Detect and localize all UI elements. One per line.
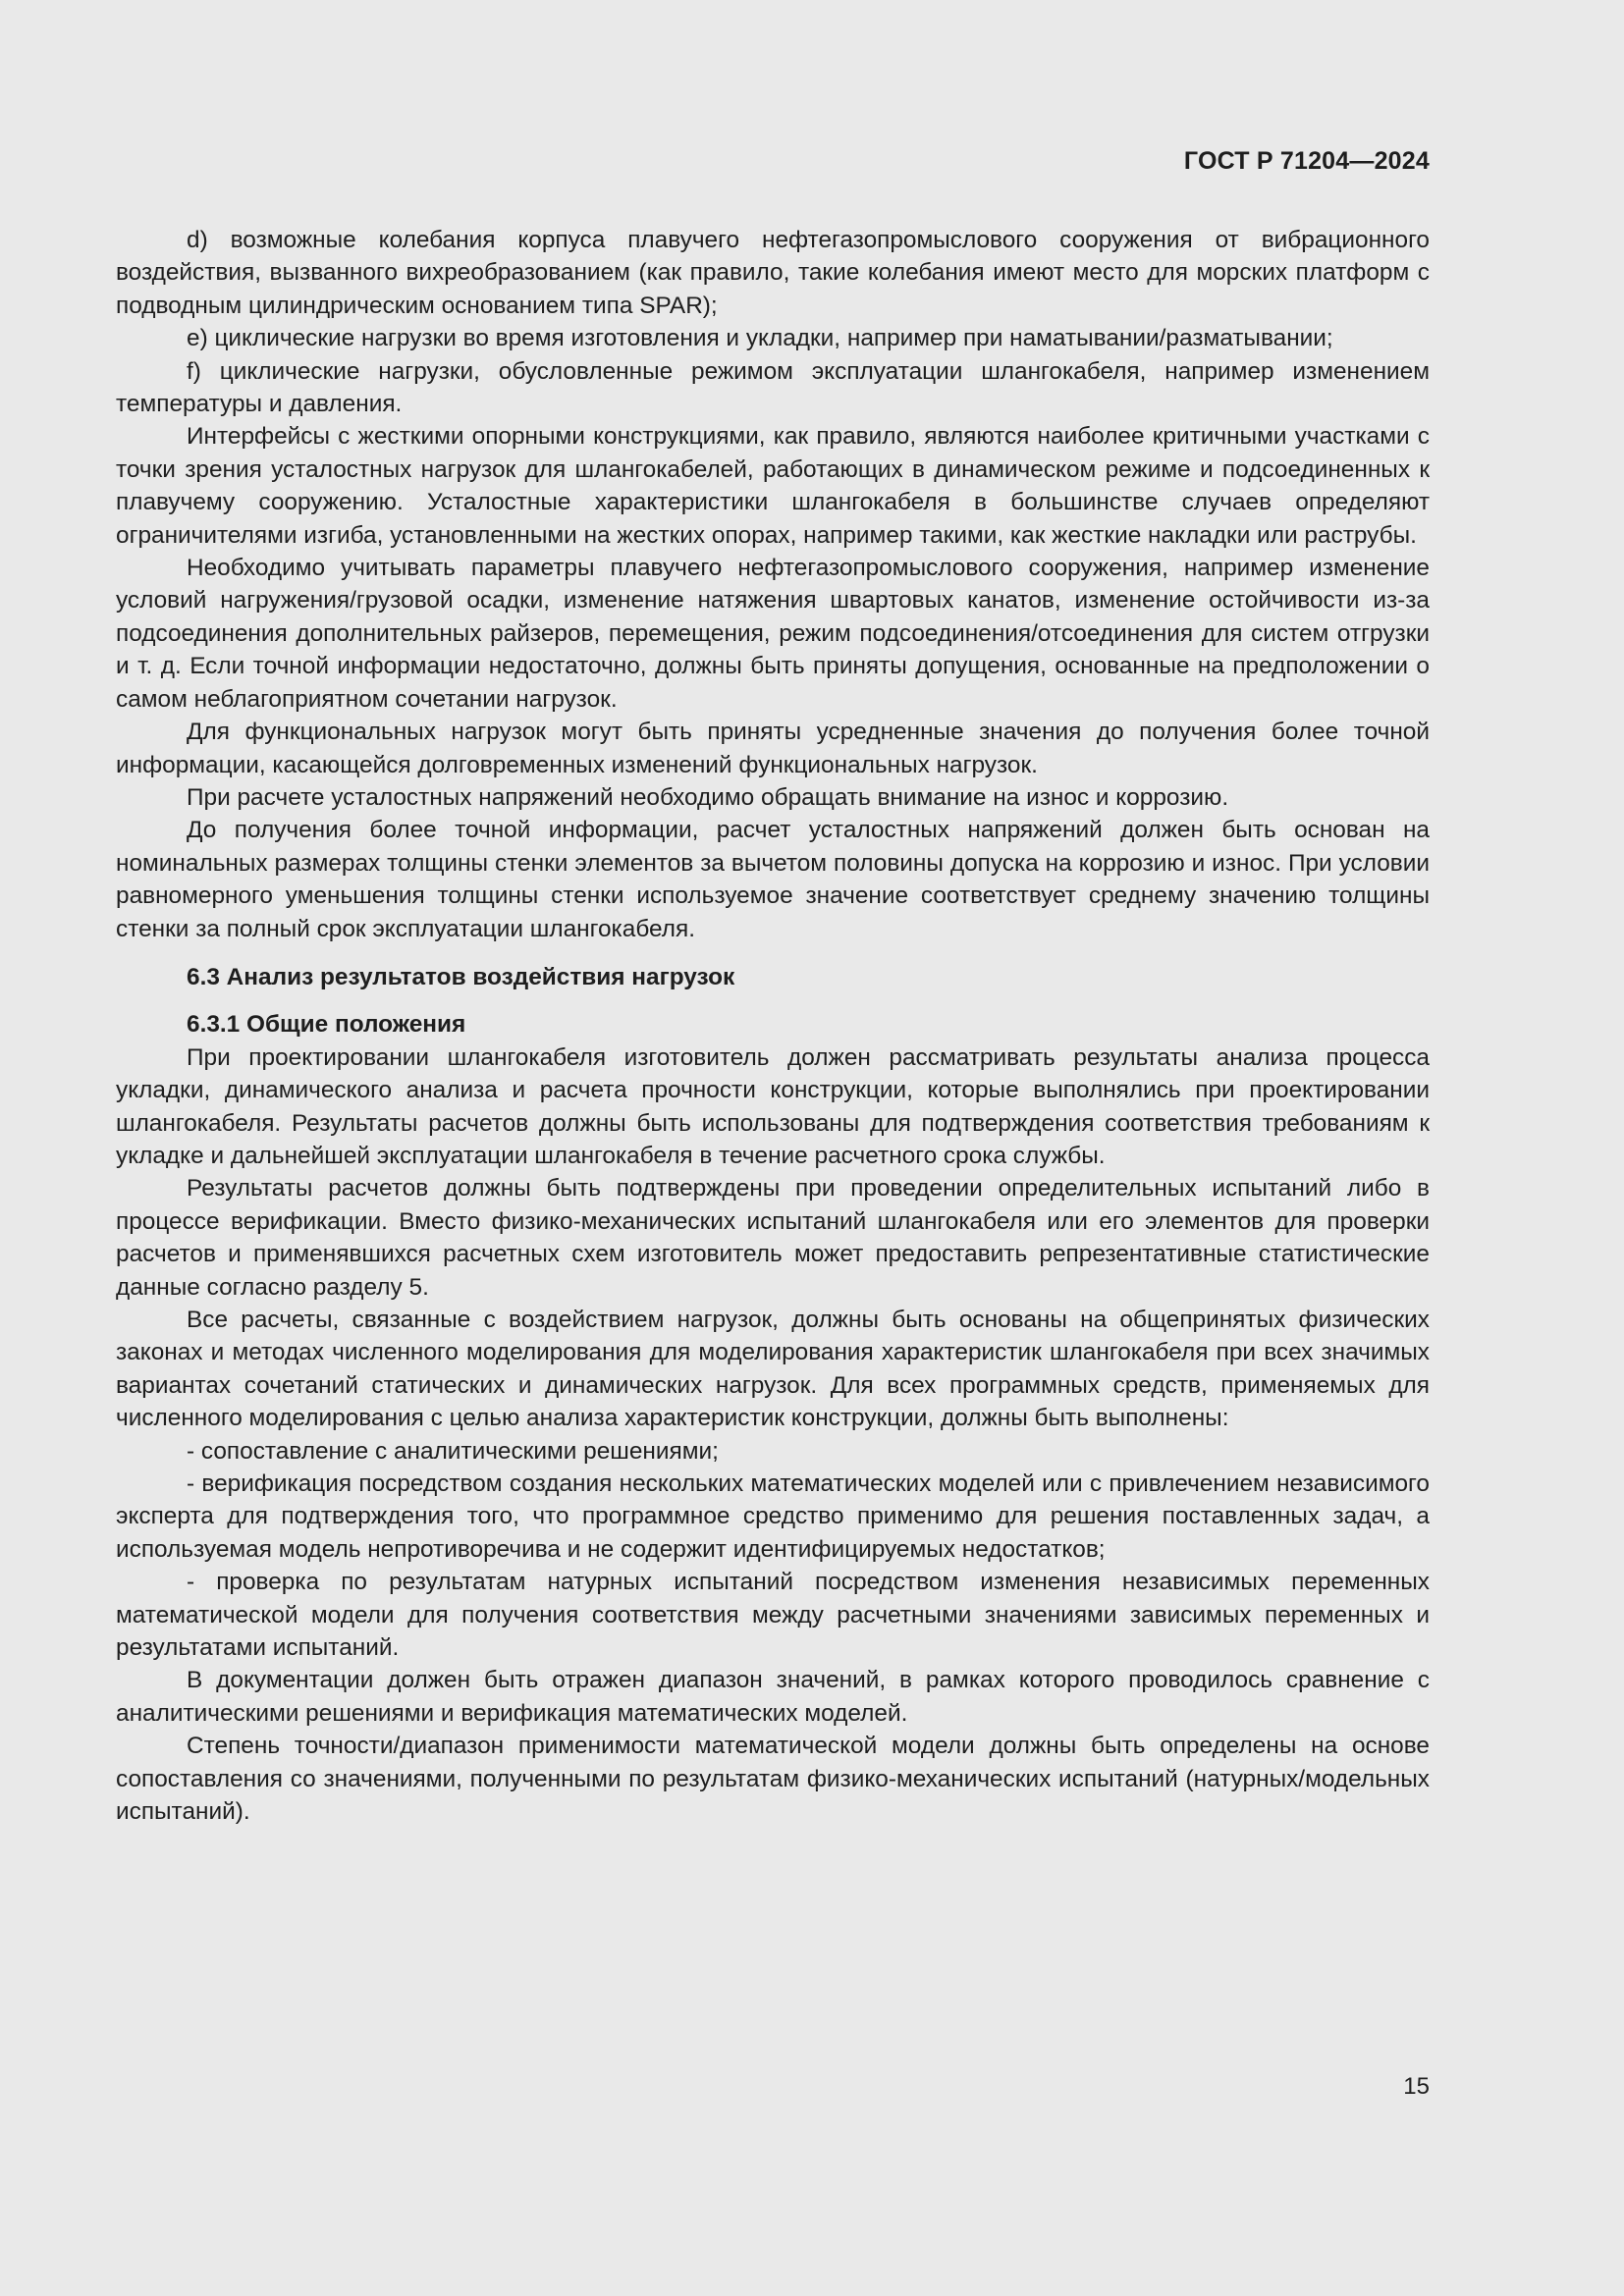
paragraph: До получения более точной информации, расчет усталостных напряжений должен быть основан на номинальных размерах толщины стенки элементов за вычетом половины допуска на коррозию и износ. При условии равномерного уменьшения толщины стенки используемое значение соответствует среднему значению толщины стенки за полный срок эксплуатации шлангокабеля. — [116, 817, 1430, 942]
paragraph: d) возможные колебания корпуса плавучего нефтегазопромыслового сооружения от вибрационного воздействия, вызванного вихреобразованием (как правило, такие колебания имеют место для морских платформ с подводным цилиндрическим основанием типа SPAR); — [116, 227, 1430, 319]
document-page — [116, 0, 1430, 2296]
paragraph: Для функциональных нагрузок могут быть приняты усредненные значения до получения более точной информации, касающейся долговременных изменений функциональных нагрузок. — [116, 719, 1430, 778]
paragraph: Необходимо учитывать параметры плавучего нефтегазопромыслового сооружения, например изменение условий нагружения/грузовой осадки, изменение натяжения швартовых канатов, изменение остойчивости из-за подсоединения дополнительных райзеров, перемещения, режим подсоединения/отсоединения для систем отгрузки и т. д. Если точной информации недостаточно, должны быть приняты допущения, основанные на предположении о самом неблагоприятном сочетании нагрузок. — [116, 555, 1430, 713]
list-item: - верификация посредством создания нескольких математических моделей или с привлечением независимого эксперта для подтверждения того, что программное средство применимо для решения поставленных задач, а используемая модель непротиворечива и не содержит идентифицируемых недостатков; — [116, 1470, 1430, 1563]
list-item: - сопоставление с аналитическими решениями; — [187, 1437, 719, 1465]
section-heading: 6.3 Анализ результатов воздействия нагрузок — [187, 963, 735, 990]
paragraph: f) циклические нагрузки, обусловленные режимом эксплуатации шлангокабеля, например изменением температуры и давления. — [116, 357, 1430, 418]
paragraph: Степень точности/диапазон применимости математической модели должны быть определены на основе сопоставления со значениями, полученными по результатам физико-механических испытаний (натурных/модельных испытаний). — [116, 1733, 1430, 1826]
paragraph: Интерфейсы с жесткими опорными конструкциями, как правило, являются наиболее критичными участками с точки зрения усталостных нагрузок для шлангокабелей, работающих в динамическом режиме и подсоединенных к плавучему сооружению. Усталостные характеристики шлангокабеля в большинстве случаев определяют ограничителями изгиба, установленными на жестких опорах, например такими, как жесткие накладки или раструбы. — [116, 423, 1430, 549]
document-body — [116, 224, 1430, 1829]
list-item: - проверка по результатам натурных испытаний посредством изменения независимых переменных математической модели для получения соответствия между расчетными значениями зависимых переменных и результатами испытаний. — [116, 1569, 1430, 1662]
subsection-heading: 6.3.1 Общие положения — [187, 1011, 466, 1039]
paragraph: В документации должен быть отражен диапазон значений, в рамках которого проводилось сравнение с аналитическими решениями и верификация математических моделей. — [116, 1667, 1430, 1727]
paragraph: При проектировании шлангокабеля изготовитель должен рассматривать результаты анализа процесса укладки, динамического анализа и расчета прочности конструкции, которые выполнялись при проектировании шлангокабеля. Результаты расчетов должны быть использованы для подтверждения соответствия требованиям к укладке и дальнейшей эксплуатации шлангокабеля в течение расчетного срока службы. — [116, 1043, 1430, 1169]
page-number: 15 — [1403, 2073, 1430, 2100]
paragraph: e) циклические нагрузки во время изготовления и укладки, например при наматывании/разматывании; — [187, 325, 1333, 352]
paragraph: При расчете усталостных напряжений необходимо обращать внимание на износ и коррозию. — [187, 783, 1229, 811]
paragraph: Все расчеты, связанные с воздействием нагрузок, должны быть основаны на общепринятых физических законах и методах численного моделирования для моделирования характеристик шлангокабеля при всех значимых вариантах сочетаний статических и динамических нагрузок. Для всех программных средств, применяемых для численного моделирования с целью анализа характеристик конструкции, должны быть выполнены: — [116, 1307, 1430, 1432]
paragraph: Результаты расчетов должны быть подтверждены при проведении определительных испытаний либо в процессе верификации. Вместо физико-механических испытаний шлангокабеля или его элементов для проверки расчетов и применявшихся расчетных схем изготовитель может предоставить репрезентативные статистические данные согласно разделу 5. — [116, 1175, 1430, 1301]
document-code-header: ГОСТ Р 71204—2024 — [1183, 147, 1430, 175]
